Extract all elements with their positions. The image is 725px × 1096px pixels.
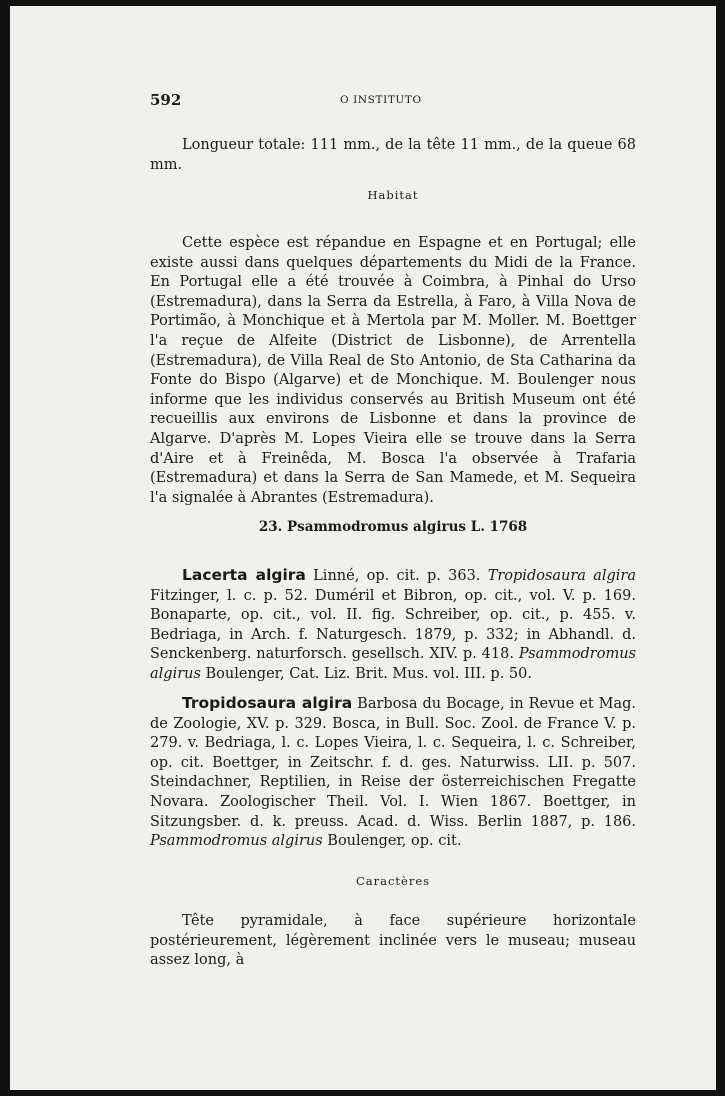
page-header: [150, 91, 636, 111]
characters-paragraph: Tête pyramidale, à face supérieure horizontale postérieurement, légèrement inclinée vers le museau; museau assez long, à: [150, 913, 636, 969]
book-page: [10, 6, 716, 1090]
synonymy-paragraph-1: [150, 566, 636, 685]
habitat-heading: Habitat: [367, 188, 419, 202]
synonym-taxon: Psammodromus algirus: [150, 646, 636, 682]
characters-heading: Caractères: [355, 874, 431, 888]
species-title: 23. Psammodromus algirus L. 1768: [258, 519, 528, 535]
synonym-taxon: Tropidosaura algira: [487, 568, 637, 584]
synonym-name: Tropidosaura algira: [182, 694, 353, 712]
synonymy-paragraph-2: [150, 694, 636, 852]
synonym-citation: Barbosa du Bocage, in Revue et Mag. de Zoologie, XV. p. 329. Bosca, in Bull. Soc. Zool. de France V. p. 279. v. Bedriaga, l. c. Lopes Vieira, l. c. Sequeira, l. c. Schreiber, op. cit. Boettger, in Zeitschr. f. d. ges. Naturwiss. LII. p. 507. Steindachner, Reptilien, in Reise der österreichischen Fregatte Novara. Zoologischer Theil. Vol. I. Wien 1867. Boettger, in Sitzungsber. d. k. preuss. Acad. d. Wiss. Berlin 1887, p. 186.: [150, 696, 637, 830]
page-number: 592: [150, 91, 182, 109]
synonym-citation: Boulenger, Cat. Liz. Brit. Mus. vol. III. p. 50.: [200, 665, 532, 682]
running-title: O INSTITUTO: [340, 94, 422, 106]
habitat-paragraph: Cette espèce est répandue en Espagne et en Portugal; elle existe aussi dans quelques départements du Midi de la France. En Portugal elle a été trouvée à Coimbra, à Pinhal do Urso (Estremadura), dans la Serra da Estrella, à Faro, à Villa Nova de Portimão, à Monchique et à Mertola par M. Moller. M. Boettger l'a reçue de Alfeite (District de Lisbonne), de Arrentella (Estremadura), de Villa Real de Sto Antonio, de Sta Catharina da Fonte do Bispo (Algarve) et de Monchique. M. Boulenger nous informe que les individus conservés au British Museum ont été recueillis aux environs de Lisbonne et dans la province de Algarve. D'après M. Lopes Vieira elle se trouve dans la Serra d'Aire et à Freinêda, M. Bosca l'a observée à Trafaria (Estremadura) et dans la Serra de San Mamede, et M. Sequeira l'a signalée à Abrantes (Estremadura).: [150, 235, 636, 506]
synonym-taxon: Psammodromus algirus: [150, 833, 323, 850]
synonym-citation: Boulenger, op. cit.: [322, 833, 462, 850]
synonym-citation: Fitzinger, l. c. p. 52. Duméril et Bibron, op. cit., vol. V. p. 169. Bonaparte, op. cit., vol. II. fig. Schreiber, op. cit., p. 455. v. Bedriaga, in Arch. f. Naturgesch. 1879, p. 332; in Abhandl. d. Senckenberg. naturforsch. gesellsch. XIV. p. 418.: [150, 587, 636, 663]
synonym-citation: Linné, op. cit. p. 363.: [305, 568, 488, 584]
synonym-name: Lacerta algira: [182, 566, 306, 584]
measurements-paragraph: Longueur totale: 111 mm., de la tête 11 mm., de la queue 68 mm.: [150, 137, 636, 173]
